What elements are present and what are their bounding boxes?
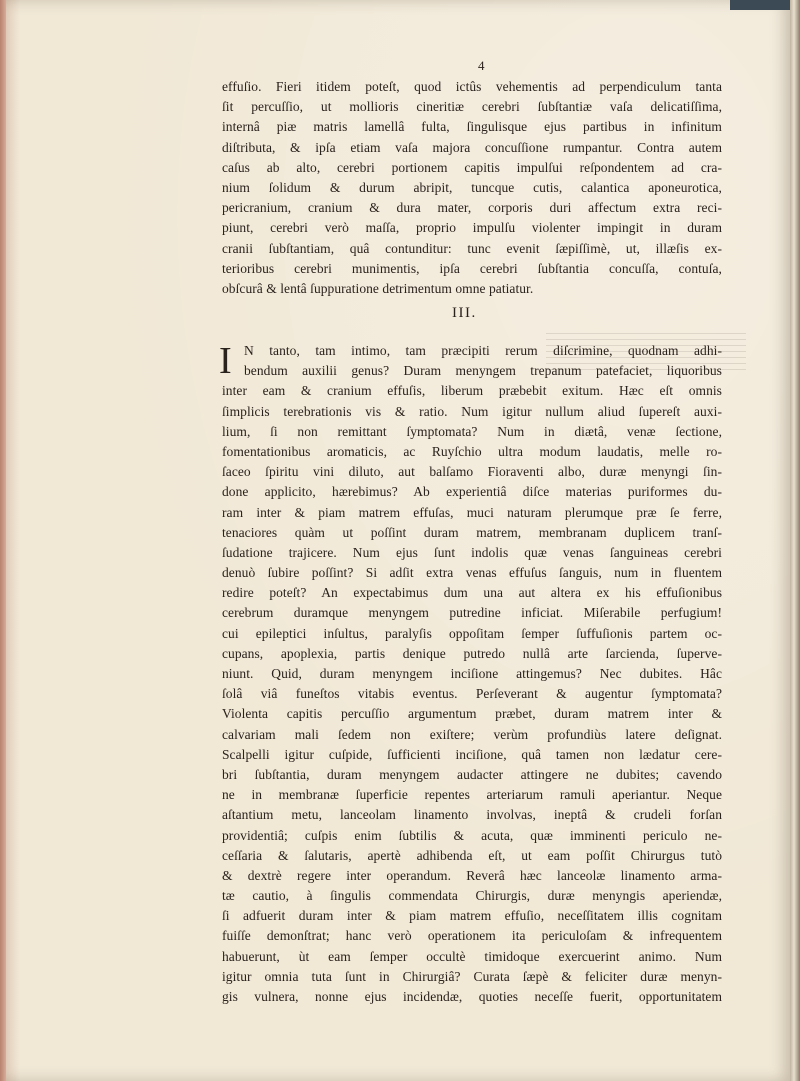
page-number: 4 (478, 58, 485, 73)
text-line: effuſio. Fieri itidem poteſt, quod ictûs vehementis ad perpendiculum tanta (222, 79, 722, 94)
text-line: ſaceo ſpiritu vini diluto, aut balſamo Fioraventi albo, duræ menyngi ſin- (222, 464, 722, 480)
text-line: providentiâ; cuſpis enim ſubtilis & acuta, quæ imminenti periculo ne- (222, 827, 722, 843)
text-line: bendum auxilii genus? Duram menyngem trepanum patefaciet, liquoribus (244, 363, 722, 379)
text-line: Scalpelli igitur cuſpide, ſufficienti inciſione, quâ tamen non lædatur cere- (222, 746, 722, 762)
text-line: piunt, cerebri verò maſſa, proprio impulſu violenter impingit in duram (222, 220, 722, 236)
text-line: ſit percuſſio, ut mollioris cineritiæ cerebri ſubſtantiæ vaſa delicatiſſima, (222, 99, 722, 115)
page-fore-edge (790, 0, 800, 1081)
text-line: ſudatione trajicere. Num ejus ſunt indolis quæ venas ſanguineas cerebri (222, 544, 722, 560)
text-line: N tanto, tam intimo, tam præcipiti rerum diſcrimine, quodnam adhi- (244, 343, 722, 358)
text-line: igitur omnia tuta ſunt in Chirurgiâ? Curata ſæpè & feliciter duræ menyn- (222, 968, 722, 984)
text-line: denuò ſubire poſſint? Si adſit extra venas effuſus ſanguis, num in fluentem (222, 565, 722, 581)
text-line: diſtributa, & ipſa etiam vaſa majora concuſſione rumpantur. Contra autem (222, 139, 722, 155)
text-line: aſtantium metu, lanceolam linamento involvas, ineptâ & crudeli forſan (222, 807, 722, 823)
text-line: habuerunt, ùt eam ſemper occultè timidoque exercuerint animo. Num (222, 948, 722, 964)
text-line: gis vulnera, nonne ejus incidendæ, quoties neceſſe fuerit, opportunitatem (222, 989, 722, 1004)
text-line: obſcurâ & lentâ ſuppuratione detrimentum omne patiatur. (222, 280, 534, 296)
text-line: fomentationibus aromaticis, ac Ruyſchio ultra modum laudatis, melle ro- (222, 443, 722, 459)
text-line: redire poteſt? An expectabimus dum una aut altera ex his effuſionibus (222, 585, 722, 601)
text-line: bri ſubſtantia, duram menyngem audacter attingere ne dubites; cavendo (222, 766, 722, 782)
paragraph-2 (222, 341, 722, 1007)
text-line: ſi adfuerit duram inter & piam matrem effuſio, neceſſitatem illis cognitam (222, 908, 722, 924)
text-line: & dextrè regere inter operandum. Reverâ hæc lanceolæ linamento arma- (222, 867, 722, 883)
text-line: cui epileptici inſultus, paralyſis oppoſitam ſemper ſuffuſionis partem oc- (222, 625, 722, 641)
text-line: caſus ab alto, cerebri portionem capitis impulſui reſpondentem ad cra- (222, 159, 722, 175)
text-line: inter eam & cranium effuſis, liberum præbebit exitum. Hæc eſt omnis (222, 383, 722, 399)
text-line: lium, ſi non remittant ſymptomata? Num in diætâ, venæ ſectione, (222, 423, 722, 439)
binding-corner (730, 0, 790, 10)
text-line: cranii ſubſtantiam, quâ contunditur: tunc evenit ſæpiſſimè, ut, illæſis ex- (222, 240, 722, 256)
drop-cap: I (219, 340, 232, 382)
text-line: nium ſolidum & durum abripit, tuncque cutis, calantica aponeurotica, (222, 179, 722, 195)
text-line: tenaciores quàm ut poſſint duram matrem, membranam duplicem tranſ- (222, 524, 722, 540)
text-line: ram inter & piam matrem effuſas, muci naturam plerumque præ ſe ferre, (222, 504, 722, 520)
text-line: done applicito, hærebimus? Ab experientiâ diſce materias puriformes du- (222, 484, 722, 500)
text-line: internâ piæ matris lamellâ fulta, ſingulisque ejus partibus in infinitum (222, 119, 722, 135)
text-line: ceſſaria & ſalutaris, apertè adhibenda eſt, ut eam poſſit Chirurgus tutò (222, 847, 722, 863)
text-line: ſimplicis terebrationis vis & ratio. Num igitur nullum aliud ſupereſt auxi- (222, 403, 722, 419)
text-line: tæ cautio, à ſingulis commendata Chirurgis, duræ menyngis aperiendæ, (222, 888, 722, 904)
section-heading: III. (452, 305, 477, 321)
text-line: ne in membranæ ſuperficie repentes arteriarum ramuli aperiantur. Neque (222, 787, 722, 803)
paragraph-1 (222, 77, 722, 299)
text-line: pericranium, cranium & dura mater, corporis duri affectum extra reci- (222, 200, 722, 216)
text-line: cerebrum duramque menyngem putredine inficiat. Miſerabile perfugium! (222, 605, 722, 621)
text-line: Violenta capitis percuſſio argumentum præbet, duram matrem inter & (222, 706, 722, 722)
text-line: ſolâ viâ funeſtos vitabis eventus. Perſeverant & augentur ſymptomata? (222, 686, 722, 702)
text-line: terioribus cerebri munimentis, ipſa cerebri ſubſtantia concuſſa, contuſa, (222, 260, 722, 276)
text-line: niunt. Quid, duram menyngem inciſione attingemus? Nec dubites. Hâc (222, 666, 722, 681)
text-line: cupans, apoplexia, partis denique putredo nullâ arte ſarcienda, ſuperve- (222, 645, 722, 661)
text-line: calvariam mali ſedem non exiſtere; verùm profundiùs latere deſignat. (222, 726, 722, 742)
text-line: fuiſſe demonſtrat; hanc verò operationem ita periculoſam & infrequentem (222, 928, 722, 944)
